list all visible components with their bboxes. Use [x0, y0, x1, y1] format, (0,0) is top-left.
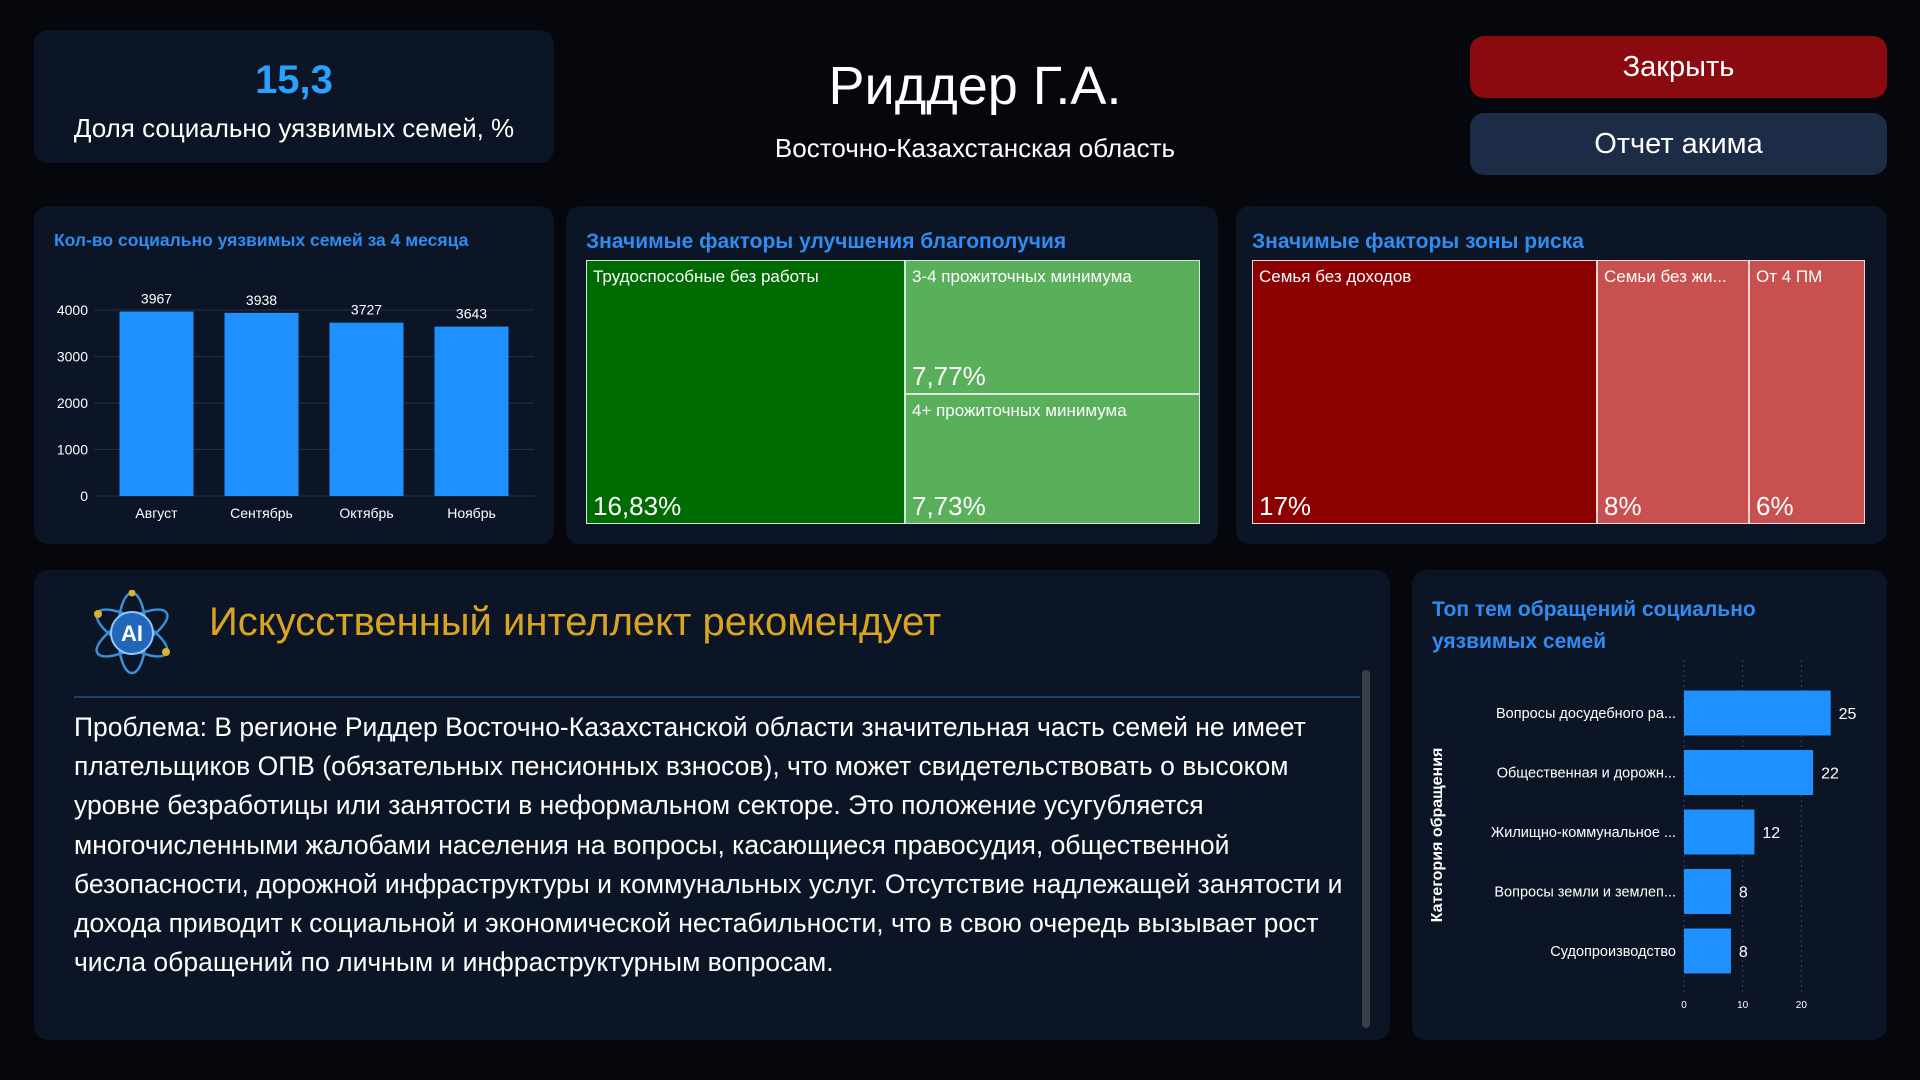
data-label: 22: [1821, 765, 1839, 783]
treemap-cell-label: 3-4 прожиточных минимума: [912, 267, 1132, 286]
topics-chart-card: [1412, 570, 1887, 1040]
x-tick-label: Ноябрь: [447, 505, 496, 521]
treemap-cell-3-4-minimum[interactable]: [905, 260, 1200, 394]
y-tick-label: 2000: [56, 395, 88, 411]
treemap-cell-value: 6%: [1756, 491, 1794, 521]
data-label: 3727: [350, 301, 383, 318]
bar: [1684, 810, 1754, 855]
ai-recommendation-text: Проблема: В регионе Риддер Восточно-Казахстанской области значительная часть семей не имеет плательщиков ОПВ (обязательных пенсионных взносов), что может свидетельствовать о высоком уровне безработицы или занятости в неформальном секторе. Это положение усугубляется многочисленными жалобами населения на вопросы, касающиеся правосудия, общественной безопасности, дорожной инфраструктуры и коммунальных услуг. Отсутствие надлежащей занятости и дохода приводит к социальной и экономической нестабильности, что в свою очередь вызывает рост числа обращений по личным и инфраструктурным вопросам.: [74, 712, 1343, 978]
ai-title: Искусственный интеллект рекомендует: [209, 600, 942, 644]
akim-report-button[interactable]: Отчет акима: [1470, 113, 1887, 175]
treemap-cell-label: Трудоспособные без работы: [593, 267, 819, 286]
topics-bar-chart: [1412, 570, 1887, 1040]
bar: [1684, 691, 1831, 736]
close-button[interactable]: Закрыть: [1470, 36, 1887, 98]
y-axis-label: Категория обращения: [1429, 747, 1446, 923]
divider: [74, 696, 1360, 698]
ai-recommendation-card: [34, 570, 1390, 1040]
risk-treemap-card: [1236, 206, 1887, 544]
treemap-cell-4plus-minimum[interactable]: [905, 394, 1200, 524]
y-tick-label: 3000: [56, 348, 88, 365]
bar: [435, 327, 509, 496]
y-tick-label: Общественная и дорожн...: [1496, 765, 1676, 782]
data-label: 3938: [245, 291, 278, 308]
data-label: 8: [1738, 944, 1748, 961]
monthly-bar-chart: [34, 206, 554, 544]
x-tick-label: Август: [135, 505, 178, 521]
bar: [1684, 929, 1731, 974]
x-tick-label: Сентябрь: [230, 505, 293, 521]
x-tick-label: Октябрь: [339, 505, 394, 521]
data-label: 8: [1738, 884, 1748, 902]
data-label: 25: [1838, 706, 1857, 723]
treemap-cell-label: 4+ прожиточных минимума: [912, 401, 1127, 420]
x-tick-label: 0: [1681, 1000, 1687, 1011]
x-tick-label: 20: [1795, 1000, 1807, 1011]
y-tick-label: 1000: [56, 441, 88, 458]
bar: [1684, 869, 1731, 914]
treemap-cell-value: 7,77%: [912, 361, 986, 391]
topics-chart-title: Топ тем обращений социально уязвимых семей: [1432, 598, 1756, 653]
y-tick-label: Судопроизводство: [1550, 944, 1676, 960]
treemap-cell-from-4-pm[interactable]: [1749, 260, 1865, 524]
treemap-cell-value: 8%: [1604, 491, 1642, 521]
kpi-label: Доля социально уязвимых семей, %: [73, 113, 515, 143]
y-tick-label: 4000: [56, 302, 88, 318]
bar: [1684, 750, 1813, 795]
y-tick-label: Жилищно-коммунальное ...: [1490, 825, 1676, 841]
bar: [330, 323, 404, 496]
treemap-cell-value: 17%: [1259, 491, 1312, 521]
x-tick-label: 10: [1737, 1000, 1749, 1011]
treemap-cell-value: 16,83%: [593, 491, 682, 521]
scrollbar[interactable]: [1362, 670, 1370, 1028]
y-tick-label: 0: [80, 488, 88, 504]
wellbeing-title: Значимые факторы улучшения благополучия: [586, 230, 1067, 253]
page-title: Риддер Г.А.: [828, 56, 1122, 116]
treemap-cell-label: Семьи без жи...: [1604, 267, 1727, 286]
treemap-cell-no-housing[interactable]: [1597, 260, 1749, 524]
bar: [120, 312, 194, 496]
data-label: 3967: [140, 290, 173, 307]
region-subtitle: Восточно-Казахстанская область: [774, 133, 1176, 163]
page-header: [690, 55, 1260, 164]
y-tick-label: Вопросы досудебного ра...: [1496, 706, 1676, 722]
treemap-cell-no-income[interactable]: [1252, 260, 1597, 524]
treemap-cell-value: 7,73%: [912, 491, 986, 521]
risk-title: Значимые факторы зоны риска: [1252, 230, 1584, 253]
kpi-card: [34, 30, 554, 163]
monthly-chart-card: [34, 206, 554, 544]
treemap-cell-label: Семья без доходов: [1259, 267, 1412, 286]
ai-atom-icon: [89, 590, 175, 676]
monthly-chart-title: Кол-во социально уязвимых семей за 4 месяца: [54, 230, 469, 250]
ai-icon-label: AI: [121, 621, 143, 646]
treemap-cell-unemployed[interactable]: [586, 260, 905, 524]
data-label: 3643: [455, 305, 488, 322]
wellbeing-treemap-card: [566, 206, 1218, 544]
treemap-cell-label: От 4 ПМ: [1756, 267, 1823, 286]
data-label: 12: [1762, 825, 1781, 842]
kpi-value: 15,3: [255, 58, 333, 102]
y-tick-label: Вопросы земли и землеп...: [1494, 884, 1676, 901]
bar: [225, 313, 299, 496]
